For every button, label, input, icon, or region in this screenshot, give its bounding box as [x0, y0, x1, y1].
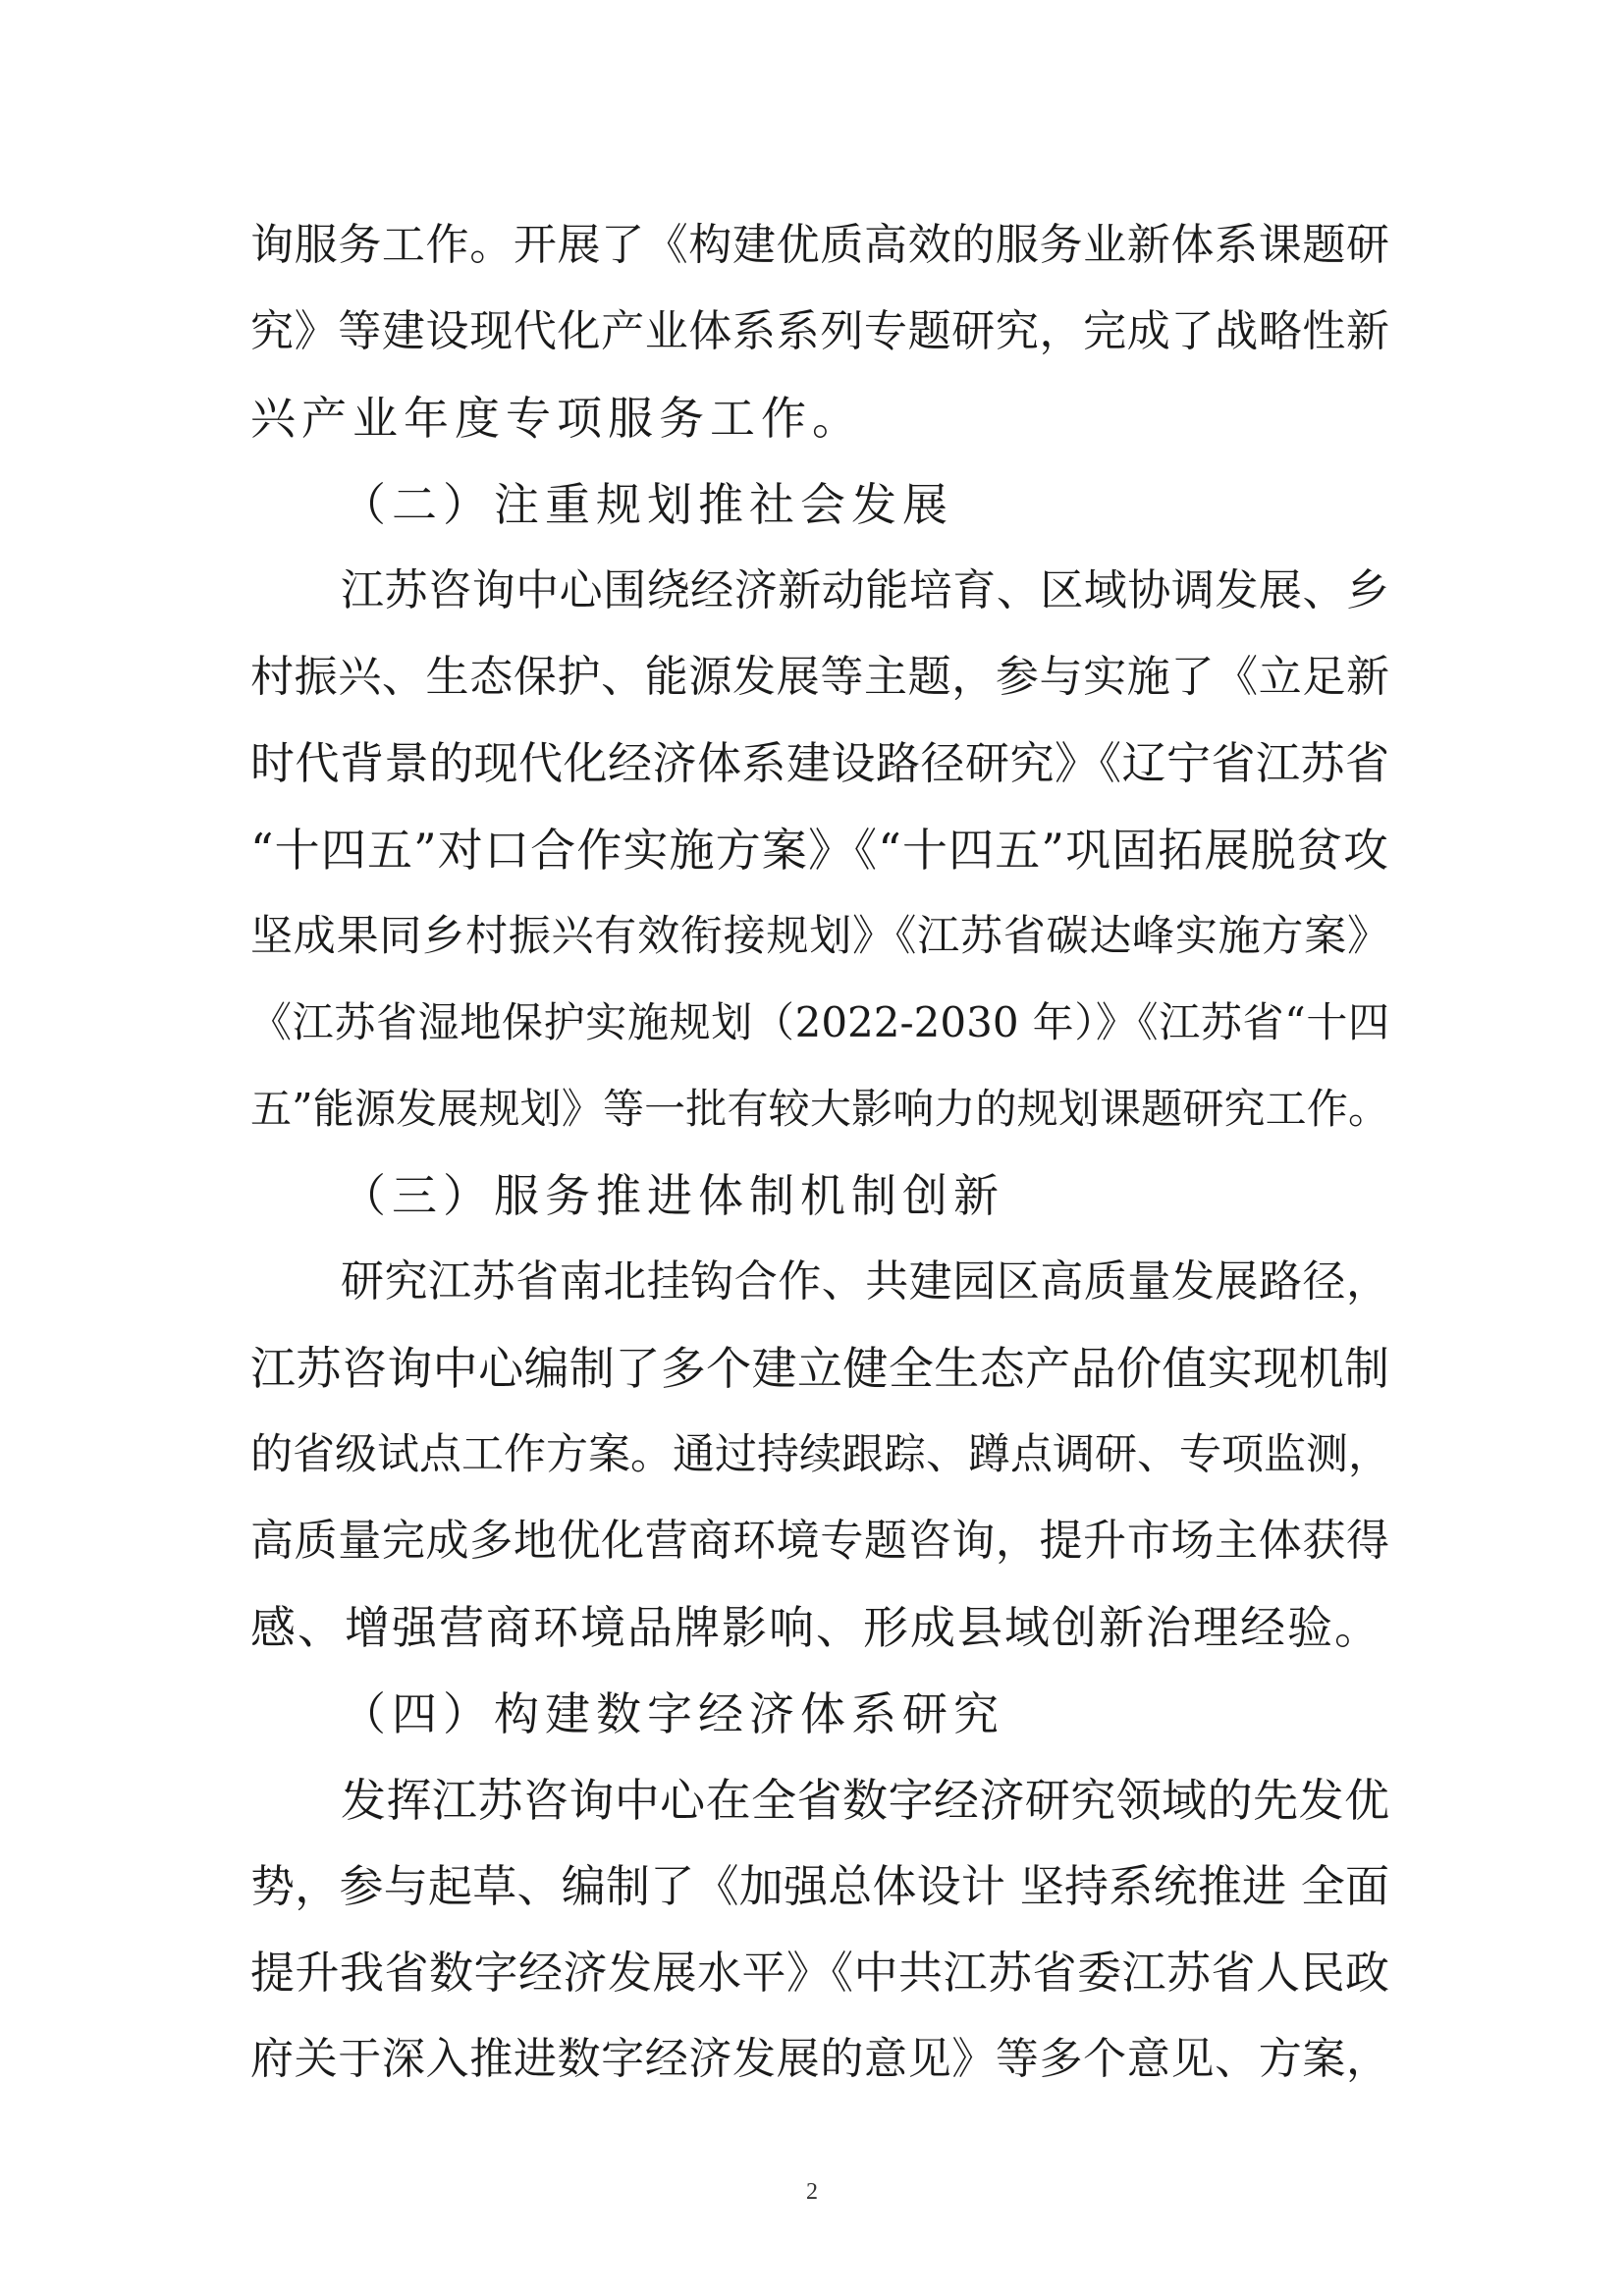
body-text-line: 村振兴、生态保护、能源发展等主题，参与实施了《立足新	[250, 652, 1389, 702]
section-heading: （二）注重规划推社会发展	[341, 478, 953, 531]
body-text-line: 的省级试点工作方案。通过持续跟踪、蹲点调研、专项监测，	[250, 1430, 1390, 1479]
body-text-line: 江苏咨询中心围绕经济新动能培育、区域协调发展、乡	[341, 565, 1389, 615]
body-text-line: 坚成果同乡村振兴有效衔接规划》《江苏省碳达峰实施方案》	[250, 912, 1389, 961]
section-heading: （三）服务推进体制机制创新	[341, 1169, 1004, 1222]
body-text-line: 究》等建设现代化产业体系系列专题研究，完成了战略性新	[250, 306, 1389, 356]
body-text-line: 感、增强营商环境品牌影响、形成县域创新治理经验。	[250, 1601, 1381, 1654]
body-text-line: 势，参与起草、编制了《加强总体设计 坚持系统推进 全面	[250, 1860, 1389, 1912]
body-text-line: 研究江苏省南北挂钩合作、共建园区高质量发展路径，	[341, 1256, 1389, 1307]
body-text-line: 府关于深入推进数字经济发展的意见》等多个意见、方案，	[250, 2034, 1389, 2084]
body-text-line: 五”能源发展规划》等一批有较大影响力的规划课题研究工作。	[250, 1085, 1389, 1133]
body-text-line: 时代背景的现代化经济体系建设路径研究》《辽宁省江苏省	[250, 737, 1389, 789]
page-number: 2	[806, 2179, 818, 2205]
body-text-line: “十四五”对口合作实施方案》《“十四五”巩固拓展脱贫攻	[250, 824, 1389, 877]
body-text-line: 提升我省数字经济发展水平》《中共江苏省委江苏省人民政	[250, 1947, 1389, 1999]
body-text-line: 《江苏省湿地保护实施规划（2022-2030 年）》《江苏省“十四	[250, 998, 1389, 1046]
section-heading: （四）构建数字经济体系研究	[341, 1687, 1004, 1740]
body-text-line: 江苏咨询中心编制了多个建立健全生态产品价值实现机制	[250, 1342, 1389, 1395]
body-text-line: 高质量完成多地优化营商环境专题咨询，提升市场主体获得	[250, 1516, 1389, 1566]
body-text-line: 询服务工作。开展了《构建优质高效的服务业新体系课题研	[250, 220, 1389, 270]
body-text-line: 兴产业年度专项服务工作。	[250, 392, 863, 445]
body-text-line: 发挥江苏咨询中心在全省数字经济研究领域的先发优	[341, 1774, 1389, 1827]
